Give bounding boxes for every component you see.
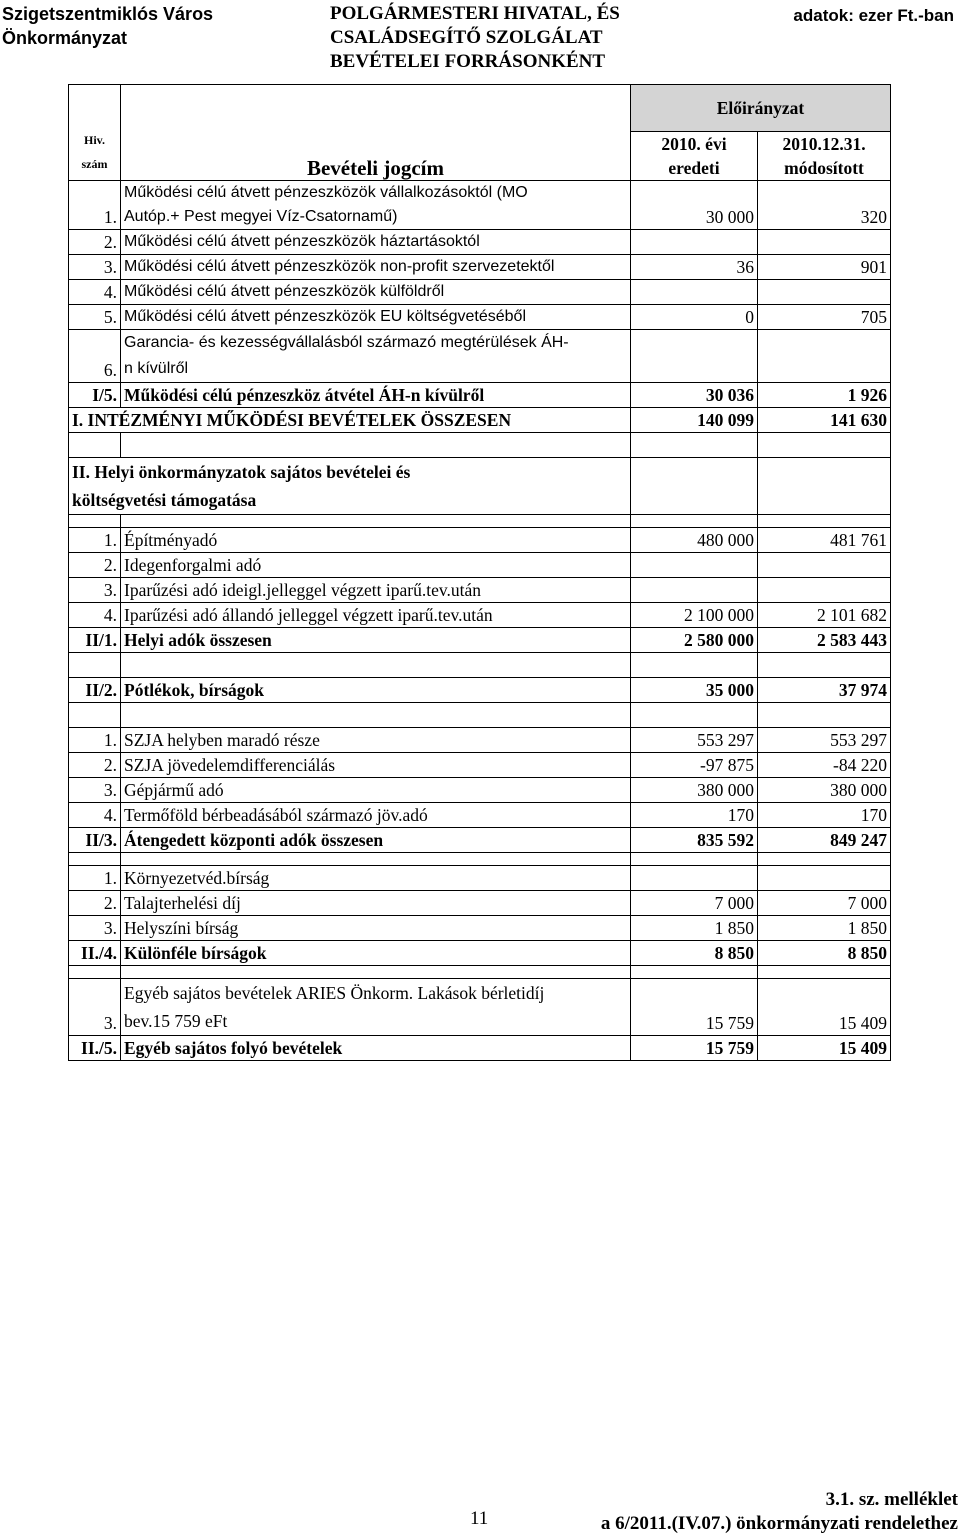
header-eloiranyzat: Előirányzat: [631, 85, 891, 132]
subtotal-row: II/2. Pótlékok, bírságok 35 000 37 974: [69, 678, 891, 703]
header-modified: 2010.12.31. módosított: [758, 132, 891, 181]
total-row: I. INTÉZMÉNYI MŰKÖDÉSI BEVÉTELEK ÖSSZESEN 140 099 141 630: [69, 408, 891, 433]
blank-row: [69, 966, 891, 979]
revenue-table: [68, 84, 891, 1061]
table-row: 1. SZJA helyben maradó része 553 297 553 297: [69, 728, 891, 753]
header-title-line1: POLGÁRMESTERI HIVATAL, ÉS: [330, 3, 620, 24]
table-row: 2. Működési célú átvett pénzeszközök háztartásoktól: [69, 230, 891, 255]
blank-row: [69, 515, 891, 528]
table-row: 3. Gépjármű adó 380 000 380 000: [69, 778, 891, 803]
page-number: 11: [470, 1508, 489, 1529]
header-left-line2: Önkormányzat: [2, 28, 128, 48]
subtotal-row: II/3. Átengedett központi adók összesen 835 592 849 247: [69, 828, 891, 853]
table-row: 3. Egyéb sajátos bevételek ARIES Önkorm. Lakások bérletidíj bev.15 759 eFt 15 759 15 409: [69, 979, 891, 1036]
header-municipality: [2, 2, 213, 50]
subtotal-row: II./5. Egyéb sajátos folyó bevételek 15 759 15 409: [69, 1036, 891, 1061]
blank-row: [69, 853, 891, 866]
footer-annex-note: 3.1. sz. melléklet a 6/2011.(IV.07.) önkormányzati rendelethez: [600, 1489, 958, 1534]
table-row: 5. Működési célú átvett pénzeszközök EU költségvetéséből 0 705: [69, 305, 891, 330]
table-row: 3. Működési célú átvett pénzeszközök non-profit szervezetektől 36 901: [69, 255, 891, 280]
table-row: 2. Idegenforgalmi adó: [69, 553, 891, 578]
header-jogcim: Bevételi jogcím: [121, 85, 631, 181]
subtotal-row: II/1. Helyi adók összesen 2 580 000 2 583 443: [69, 628, 891, 653]
table-row: 2. SZJA jövedelemdifferenciálás -97 875 -84 220: [69, 753, 891, 778]
table-row: 6. Garancia- és kezességvállalásból származó megtérülések ÁH- n kívülről: [69, 330, 891, 383]
table-row: 4. Működési célú átvett pénzeszközök külföldről: [69, 280, 891, 305]
subtotal-row: I/5. Működési célú pénzeszköz átvétel ÁH-n kívülről 30 036 1 926: [69, 383, 891, 408]
blank-row: [69, 703, 891, 728]
header-left-line1: Szigetszentmiklós Város: [2, 4, 214, 24]
blank-row: [69, 653, 891, 678]
table-row: 4. Iparűzési adó állandó jelleggel végzett iparű.tev.után 2 100 000 2 101 682: [69, 603, 891, 628]
table-row: 3. Iparűzési adó ideigl.jelleggel végzett iparű.tev.után: [69, 578, 891, 603]
table-row: 4. Termőföld bérbeadásából származó jöv.adó 170 170: [69, 803, 891, 828]
header-hiv-szam: Hiv. szám: [69, 85, 121, 181]
table-row: 3. Helyszíni bírság 1 850 1 850: [69, 916, 891, 941]
table-row: 2. Talajterhelési díj 7 000 7 000: [69, 891, 891, 916]
header-title: [330, 2, 620, 74]
table-row: 1. Működési célú átvett pénzeszközök vállalkozásoktól (MO Autóp.+ Pest megyei Víz-Csatornamű) 30 000 320: [69, 181, 891, 230]
header-units: adatok: ezer Ft.-ban: [793, 6, 954, 25]
table-row: 1. Környezetvéd.bírság: [69, 866, 891, 891]
table-header-row-1: [69, 85, 891, 132]
table-row: 1. Építményadó 480 000 481 761: [69, 528, 891, 553]
subtotal-row: II./4. Különféle bírságok 8 850 8 850: [69, 941, 891, 966]
header-title-line2: CSALÁDSEGÍTŐ SZOLGÁLAT: [330, 27, 603, 48]
header-title-line3: BEVÉTELEI FORRÁSONKÉNT: [330, 51, 606, 72]
section-title-row: II. Helyi önkormányzatok sajátos bevételei és költségvetési támogatása: [69, 458, 891, 515]
header-original: 2010. évi eredeti: [631, 132, 758, 181]
blank-row: [69, 433, 891, 458]
